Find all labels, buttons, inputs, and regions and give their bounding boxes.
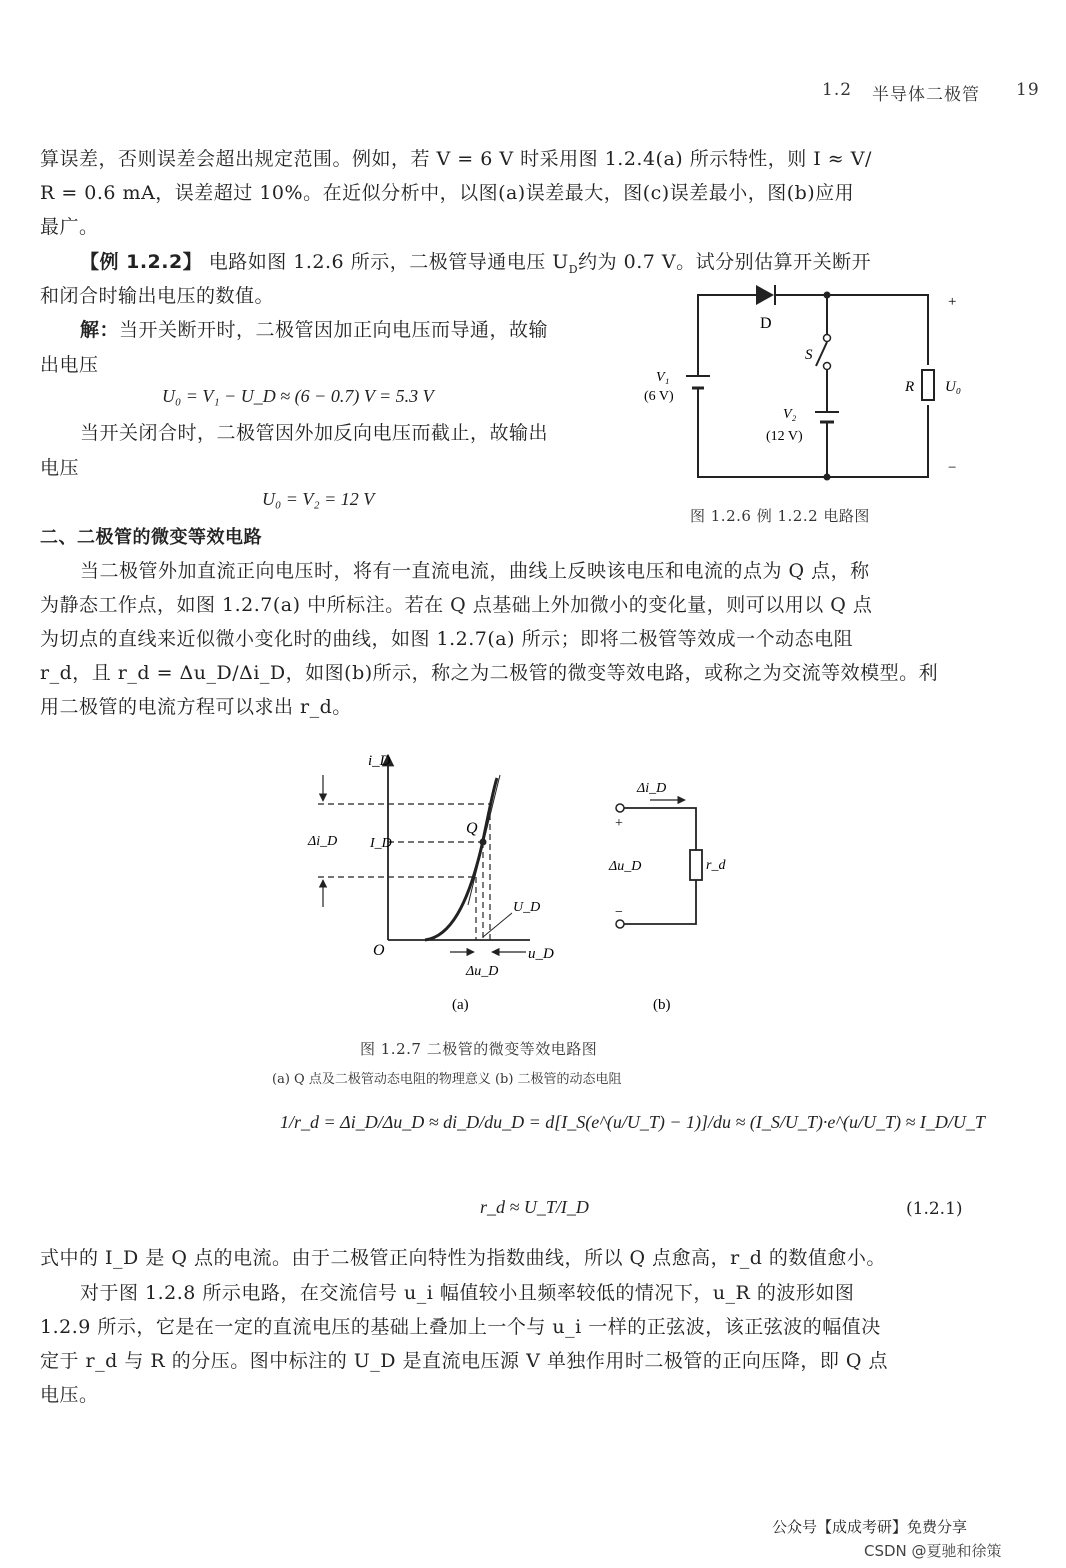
minus-sign: − [615,905,623,920]
v1-name: V₁ [656,370,670,385]
csdn-watermark: CSDN @夏驰和徐策 [864,1542,1002,1560]
resistor-rd [690,850,702,880]
section-heading: 二、二极管的微变等效电路 [40,527,262,548]
panel-label-b: (b) [653,997,671,1013]
terminal [616,920,624,928]
equation-uo-closed: U₀ = V₂ = 12 V [262,489,375,509]
diode-characteristic-curve [425,778,497,940]
junction-dot [824,474,831,481]
switch-contact [824,363,831,370]
figure-caption: 图 1.2.7 二极管的微变等效电路图 [360,1040,598,1058]
delta-u-label: Δu_D [466,964,499,979]
paragraph-line: 和闭合时输出电压的数值。 [40,285,275,307]
x-axis-label: u_D [528,946,554,962]
circuit-figure-1-2-6 [630,280,990,505]
paragraph-line: R = 0.6 mA，误差超过 10%。在近似分析中，以图(a)误差最大，图(c)误差最小，图(b)应用 [40,182,855,204]
resistor-label: R [905,379,915,395]
figure-1-2-7a [300,745,560,1020]
ud-label: U_D [513,900,541,915]
solution-line: 解：当开关断开时，二极管因加正向电压而导通，故输 [80,319,549,341]
equation-uo-open: U₀ = V₁ − U_D ≈ (6 − 0.7) V = 5.3 V [162,386,434,406]
diode-label: D [760,315,772,332]
equation-number: (1.2.1) [906,1199,963,1219]
panel-label-a: (a) [452,997,469,1013]
paragraph-line: 出电压 [40,354,99,376]
resistor-r [922,370,934,400]
y-axis-label: i_D [368,753,391,769]
paragraph-line: 对于图 1.2.8 所示电路，在交流信号 u_i 幅值较小且频率较低的情况下，u_R 的波形如图 [80,1282,855,1304]
v2-name: V₂ [783,407,797,422]
figure-1-2-7b [595,770,755,1020]
origin-label: O [373,942,385,959]
paragraph-line: 式中的 I_D 是 Q 点的电流。由于二极管正向特性为指数曲线，所以 Q 点愈高，r_d 的数值愈小。 [40,1247,886,1269]
diode-d [756,285,774,305]
plus-sign: + [948,294,957,310]
example-label: 【例 1.2.2】 [80,251,203,273]
wire [698,398,928,477]
paragraph-line: 算误差，否则误差会超出规定范围。例如，若 V = 6 V 时采用图 1.2.4(a) 所示特性，则 I ≈ V/ [40,148,872,170]
wire [775,295,928,365]
paragraph-line: 当二极管外加直流正向电压时，将有一直流电流，曲线上反映该电压和电流的点为 Q 点，称 [80,560,870,582]
section-number: 1.2 [822,80,853,100]
switch-label: S [805,347,813,363]
output-label: U₀ [945,379,962,395]
figure-subcaption: (a) Q 点及二极管动态电阻的物理意义 (b) 二极管的动态电阻 [272,1072,622,1087]
running-title: 半导体二极管 [872,85,980,105]
resistor-label: r_d [706,858,726,873]
equation-1-2-1-line2: r_d ≈ U_T/I_D [480,1197,589,1217]
equation-1-2-1-line1: 1/r_d = Δi_D/Δu_D ≈ di_D/du_D = d[I_S(e^(u/U_T) − 1)]/du ≈ (I_S/U_T)·e^(u/U_T) ≈ I_D/U_T [280,1112,985,1132]
terminal [616,804,624,812]
paragraph-line: 最广。 [40,216,99,238]
paragraph-line: 1.2.9 所示，它是在一定的直流电压的基础上叠加上一个与 u_i 一样的正弦波，该正弦波的幅值决 [40,1316,881,1338]
paragraph-line: 为切点的直线来近似微小变化时的曲线，如图 1.2.7(a) 所示；即将二极管等效成一个动态电阻 [40,628,854,650]
delta-i-label: Δi_D [308,834,338,849]
paragraph-line: 当开关闭合时，二极管因外加反向电压而截止，故输出 [80,422,549,444]
q-point-label: Q [466,820,478,837]
plus-sign: + [615,816,623,831]
delta-i-label: Δi_D [637,781,667,796]
paragraph-line: 为静态工作点，如图 1.2.7(a) 中所标注。若在 Q 点基础上外加微小的变化量，则可以用以 Q 点 [40,594,873,616]
paragraph-line: 定于 r_d 与 R 的分压。图中标注的 U_D 是直流电压源 V 单独作用时二极管的正向压降，即 Q 点 [40,1350,888,1372]
solution-label: 解： [80,319,120,341]
share-watermark: 公众号【成成考研】免费分享 [772,1518,968,1536]
q-point-marker [480,839,487,846]
id-label: I_D [370,836,392,851]
switch-contact [824,335,831,342]
paragraph-line: r_d，且 r_d = Δu_D/Δi_D，如图(b)所示，称之为二极管的微变等效电路，或称之为交流等效模型。利 [40,662,939,684]
minus-sign: − [948,460,957,476]
figure-caption: 图 1.2.6 例 1.2.2 电路图 [690,507,870,525]
junction-dot [824,292,831,299]
v2-value: (12 V) [766,429,803,444]
paragraph-line: 电压 [40,457,80,479]
paragraph-line: 用二极管的电流方程可以求出 r_d。 [40,696,352,718]
delta-u-label: Δu_D [609,859,642,874]
example-line: 【例 1.2.2】 电路如图 1.2.6 所示，二极管导通电压 $U_D$约为 0.7 V。试分别估算开关断开 [80,251,872,276]
wire [698,295,770,376]
paragraph-line: 电压。 [40,1384,99,1406]
v1-value: (6 V) [644,389,674,404]
page-number: 19 [1016,80,1040,100]
